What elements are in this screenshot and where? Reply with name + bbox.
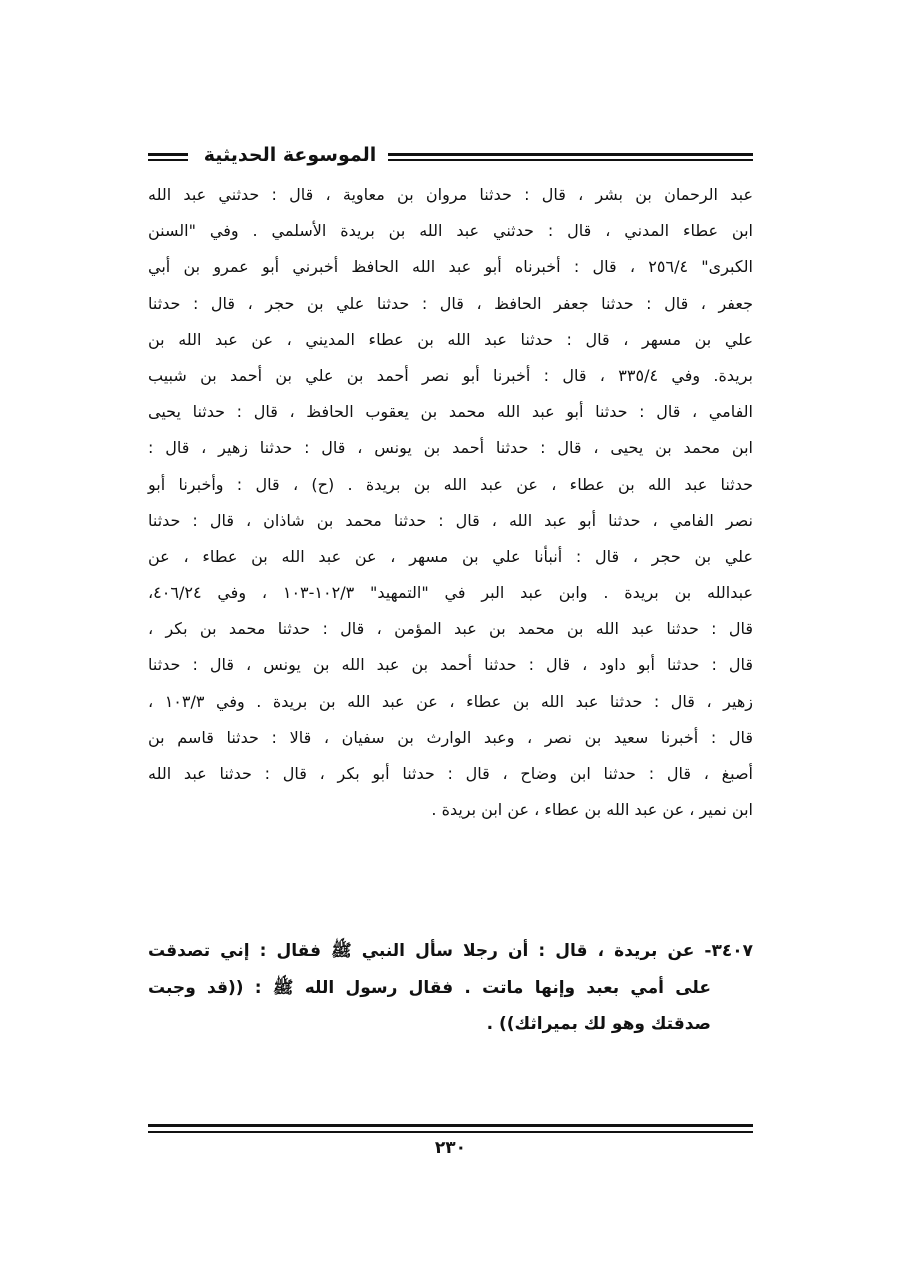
text-line: علي بن حجر ، قال : أنبأنا علي بن مسهر ، عن عبد الله بن عطاء ، عن — [148, 546, 753, 566]
text-line: ابن نمير ، عن عبد الله بن عطاء ، عن ابن بريدة . — [431, 800, 753, 820]
hadith-entry — [148, 933, 753, 1043]
text-line: قال : حدثنا عبد الله بن محمد بن عبد المؤمن ، قال : حدثنا محمد بن بكر ، — [148, 619, 753, 639]
hadith-line: صدقتك وهو لك بميراثك)) . — [486, 1014, 711, 1034]
text-line: ابن عطاء المدني ، قال : حدثني عبد الله بن بريدة الأسلمي . وفي "السنن — [148, 221, 753, 241]
hadith-line: ٣٤٠٧- عن بريدة ، قال : أن رجلا سأل النبي ﷺ فقال : إني تصدقت — [148, 941, 753, 961]
header-rule-right — [388, 153, 753, 161]
header-title: الموسوعة الحديثية — [203, 144, 377, 166]
text-line: بريدة. وفي ٣٣٥/٤ ، قال : أخبرنا أبو نصر أحمد بن علي بن أحمد بن شبيب — [148, 365, 754, 385]
text-line: نصر الفامي ، حدثنا أبو عبد الله ، قال : حدثنا محمد بن شاذان ، قال : حدثنا — [148, 510, 753, 530]
text-line: أصبغ ، قال : حدثنا ابن وضاح ، قال : حدثنا أبو بكر ، قال : حدثنا عبد الله — [148, 764, 753, 783]
text-line: ابن محمد بن يحيى ، قال : حدثنا أحمد بن يونس ، قال : حدثنا زهير ، قال : — [148, 438, 753, 458]
header-rule-left — [148, 153, 188, 161]
footer-rule — [148, 1124, 753, 1133]
text-line: جعفر ، قال : حدثنا جعفر الحافظ ، قال : حدثنا علي بن حجر ، قال : حدثنا — [148, 293, 753, 313]
text-line: الفامي ، قال : حدثنا أبو عبد الله محمد بن يعقوب الحافظ ، قال : حدثنا يحيى — [148, 402, 753, 422]
text-line: علي بن مسهر ، قال : حدثنا عبد الله بن عطاء المديني ، عن عبد الله بن — [148, 329, 753, 349]
text-line: الكبرى" ٢٥٦/٤ ، قال : أخبرناه أبو عبد الله الحافظ أخبرني أبو عمرو بن أبي — [148, 257, 754, 277]
text-line: عبدالله بن بريدة . وابن عبد البر في "التمهيد" ١٠٢/٣-١٠٣ ، وفي ٤٠٦/٢٤، — [148, 583, 753, 603]
text-line: عبد الرحمان بن بشر ، قال : حدثنا مروان بن معاوية ، قال : حدثني عبد الله — [148, 185, 753, 204]
text-line: قال : حدثنا أبو داود ، قال : حدثنا أحمد بن عبد الله بن يونس ، قال : حدثنا — [148, 655, 753, 675]
text-line: زهير ، قال : حدثنا عبد الله بن عطاء ، عن عبد الله بن بريدة . وفي ١٠٣/٣ ، — [148, 691, 754, 711]
body-text — [148, 177, 753, 828]
hadith-line: على أمي بعبد وإنها ماتت . فقال رسول الله ﷺ : ((قد وجبت — [148, 977, 711, 998]
text-line: حدثنا عبد الله بن عطاء ، عن عبد الله بن بريدة . (ح) ، قال : وأخبرنا أبو — [148, 474, 753, 494]
running-header — [148, 140, 753, 170]
page-number: ٢٣٠ — [434, 1138, 467, 1158]
text-line: قال : أخبرنا سعيد بن نصر ، وعبد الوارث بن سفيان ، قالا : حدثنا قاسم بن — [148, 727, 753, 747]
